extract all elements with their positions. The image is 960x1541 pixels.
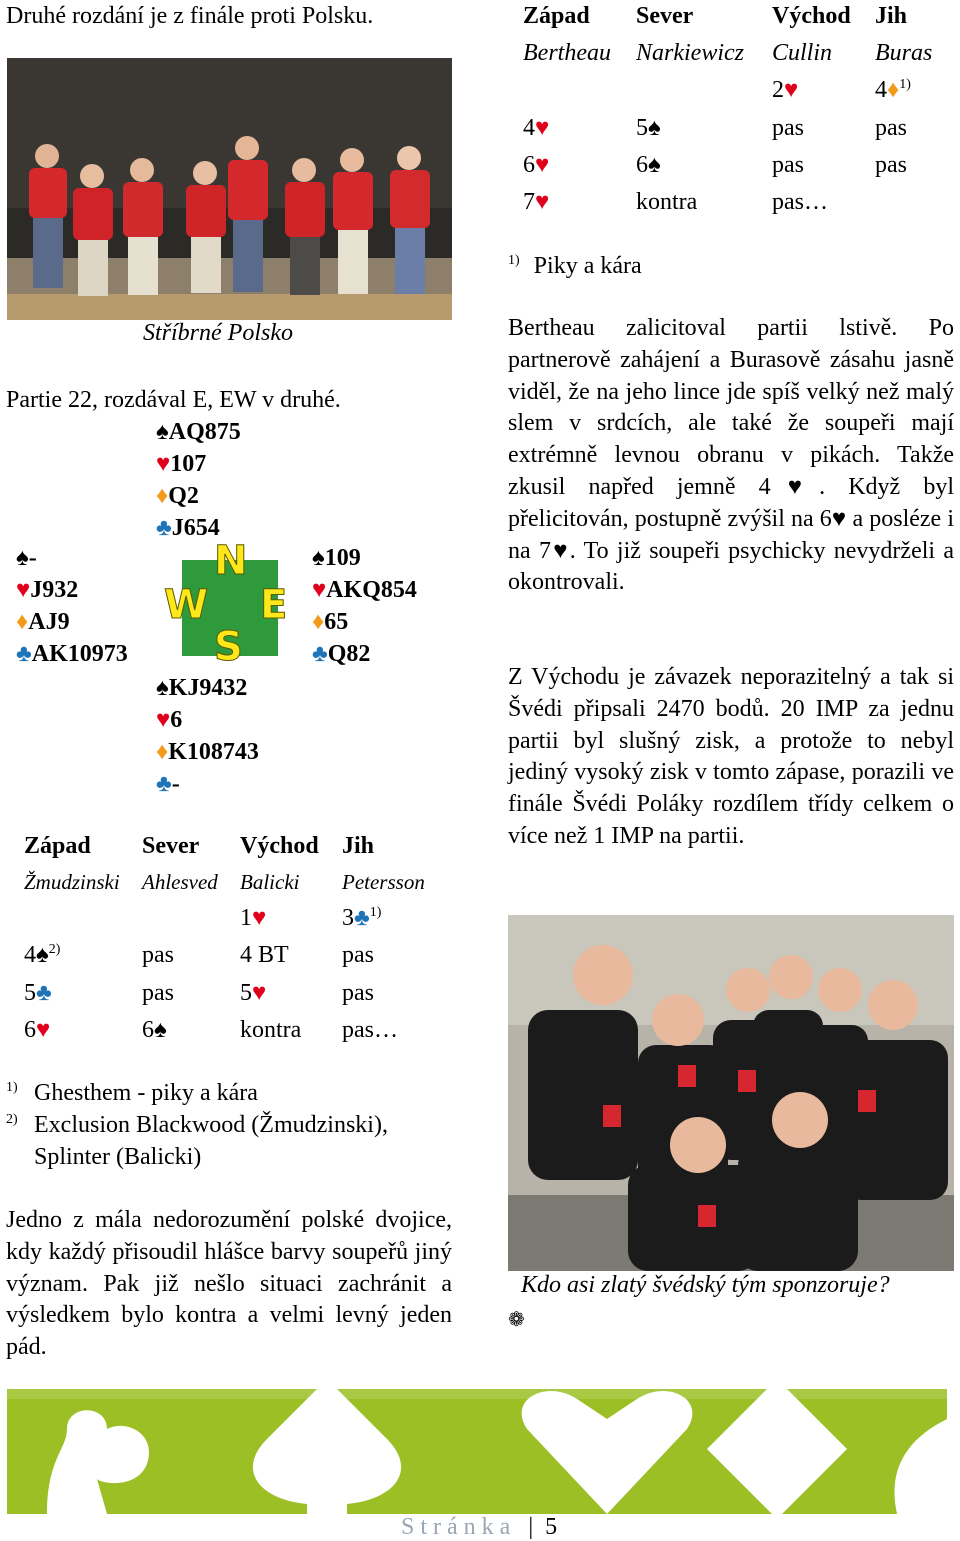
footnote-text: Piky a kára	[533, 253, 642, 279]
right-auction-row-1	[0, 74, 960, 108]
spade-icon: ♠	[16, 545, 29, 571]
left-paragraph: Jedno z mála nedorozumění polské dvojice, kdy každý přisoudil hlášce barvy soupeřů jiný význam. Pak již nešlo situaci zachránit a výsledkem bylo kontra a velmi levný jeden pád.	[6, 1207, 452, 1361]
club-icon: ♣	[156, 515, 172, 541]
south-hand	[156, 672, 259, 800]
right-auction-row-2	[0, 112, 960, 146]
north-clubs: ♣J654	[156, 515, 220, 541]
left-auction-headers	[0, 830, 480, 864]
compass-graphic	[164, 538, 292, 670]
bid: pas	[142, 980, 174, 1006]
diamond-icon: ♦	[156, 739, 169, 765]
left-footnote-2	[6, 1109, 456, 1170]
east-hearts: ♥AKQ854	[312, 577, 417, 603]
header-sever: Sever	[636, 3, 694, 29]
west-hand	[16, 542, 128, 670]
bid: kontra	[240, 1017, 302, 1043]
compass-e: E	[260, 582, 288, 628]
heart-icon: ♥	[312, 577, 327, 603]
north-hand	[156, 416, 241, 544]
left-auction-row-1	[0, 902, 480, 936]
header-vychod: Východ	[240, 833, 319, 859]
south-spades: ♠KJ9432	[156, 675, 248, 701]
club-icon: ♣	[156, 771, 172, 797]
bid: 6♥	[523, 152, 550, 178]
bid: 6♠	[142, 1017, 167, 1043]
left-auction-row-2	[0, 939, 480, 973]
player-west: Bertheau	[523, 40, 611, 66]
footer-banner	[7, 1389, 947, 1514]
west-hearts: ♥J932	[16, 577, 79, 603]
east-clubs: ♣Q82	[312, 641, 371, 667]
bid: kontra	[636, 189, 698, 215]
bid: 5♣	[24, 980, 52, 1006]
east-diamonds: ♦65	[312, 609, 349, 635]
east-spades: ♠109	[312, 545, 361, 571]
footnote-marker: 1)	[508, 253, 520, 268]
club-icon: ♣	[16, 641, 32, 667]
end-of-article-icon: ❁	[508, 1307, 525, 1331]
compass-s: S	[214, 624, 243, 670]
bid: 5♠	[636, 115, 661, 141]
south-clubs: ♣-	[156, 771, 180, 797]
right-paragraph-1-text: Bertheau zalicitoval partii lstivě. Po partnerově zahájení a Burasově zásahu jasně viděl, že na jeho lince jde spíš velký než malý slem v srdcích, ale také že soupeři mají extrémně levnou obranu v pikách. Takže zkusil napřed jemně 4♥. Když byl přelicitován, postupně zvýšil na 6♥ a posléze i na 7♥. To již soupeři psychicky nevydrželi a okontrovali.	[508, 315, 954, 596]
footnote-marker: 1)	[6, 1080, 18, 1095]
right-auction-footnote	[508, 250, 642, 282]
bid: 3♣$^{1)}$	[342, 905, 382, 931]
bid: pas…	[772, 189, 828, 215]
spade-icon: ♠	[156, 675, 169, 701]
compass-n: N	[214, 538, 248, 584]
left-auction-player-names	[0, 870, 480, 898]
header-sever: Sever	[142, 833, 200, 859]
west-spades: ♠-	[16, 545, 37, 571]
south-hearts: ♥6	[156, 707, 183, 733]
player-west: Žmudzinski	[24, 870, 120, 894]
bid: 4♥	[523, 115, 550, 141]
player-south: Petersson	[342, 870, 425, 894]
bid: pas	[342, 942, 374, 968]
team-photo-image	[508, 915, 954, 1271]
bid: 7♥	[523, 189, 550, 215]
player-north: Narkiewicz	[636, 40, 744, 66]
bid: pas	[772, 115, 804, 141]
header-jih: Jih	[875, 3, 908, 29]
north-diamonds: ♦Q2	[156, 483, 199, 509]
heart-icon: ♥	[156, 707, 171, 733]
north-spades: ♠AQ875	[156, 419, 241, 445]
spade-icon: ♠	[312, 545, 325, 571]
footnote-text: Exclusion Blackwood (Žmudzinski), Splinter (Balicki)	[34, 1112, 388, 1170]
player-north: Ahlesved	[142, 870, 218, 894]
bid: 2♥	[772, 77, 799, 103]
deal-intro: Partie 22, rozdával E, EW v druhé.	[6, 387, 341, 413]
header-zapad: Západ	[24, 833, 91, 859]
header-vychod: Východ	[772, 3, 851, 29]
photo-swedish-team	[508, 915, 954, 1271]
west-diamonds: ♦AJ9	[16, 609, 70, 635]
photo-caption-left: Stříbrné Polsko	[143, 320, 293, 346]
bid: 4♦$^{1)}$	[875, 77, 911, 103]
footnote-marker: 2)	[6, 1112, 18, 1127]
east-hand	[312, 542, 417, 670]
bid: 6♥	[24, 1017, 51, 1043]
right-auction-row-3	[0, 149, 960, 183]
player-east: Balicki	[240, 870, 300, 894]
west-clubs: ♣AK10973	[16, 641, 128, 667]
right-auction-row-4	[0, 186, 960, 220]
left-footnote-1	[6, 1077, 258, 1109]
photo-caption-right: Kdo asi zlatý švédský tým sponzoruje?	[521, 1272, 890, 1298]
bid: pas	[875, 115, 907, 141]
left-auction-row-4	[0, 1014, 480, 1048]
spade-icon: ♠	[156, 419, 169, 445]
bid: pas	[772, 152, 804, 178]
bid: 1♥	[240, 905, 267, 931]
page-number: 5	[545, 1514, 558, 1540]
right-auction-player-names	[0, 37, 960, 71]
right-paragraph-2: Z Východu je závazek neporazitelný a tak si Švédi připsali 2470 bodů. 20 IMP za jednu partii byl slušný zisk, a protože to nebyl jediný vysoký zisk v tomto zápase, porazili ve finále Švédi Poláky rozdílem třídy celkem o více než 1 IMP na partii.	[508, 664, 954, 849]
intro-line: Druhé rozdání je z finále proti Polsku.	[6, 3, 374, 29]
header-jih: Jih	[342, 833, 375, 859]
player-south: Buras	[875, 40, 933, 66]
left-auction-row-3	[0, 977, 480, 1011]
bid: pas…	[342, 1017, 398, 1043]
page-label: Stránka	[401, 1514, 517, 1540]
bid: 5♥	[240, 980, 267, 1006]
bid: 4 BT	[240, 942, 289, 968]
header-zapad: Západ	[523, 3, 590, 29]
north-hearts: ♥107	[156, 451, 207, 477]
footnote-text: Ghesthem - piky a kára	[34, 1080, 258, 1106]
heart-icon: ♥	[16, 577, 31, 603]
club-icon: ♣	[312, 641, 328, 667]
right-auction-headers	[0, 0, 960, 34]
south-diamonds: ♦K108743	[156, 739, 259, 765]
diamond-icon: ♦	[156, 483, 169, 509]
bid: 4♠$^{2)}$	[24, 942, 61, 968]
player-east: Cullin	[772, 40, 833, 66]
bid: pas	[875, 152, 907, 178]
diamond-icon: ♦	[16, 609, 29, 635]
bid: pas	[342, 980, 374, 1006]
right-paragraph-1	[508, 313, 954, 599]
page-separator: |	[528, 1514, 534, 1540]
bid: pas	[142, 942, 174, 968]
page-footer	[401, 1514, 557, 1541]
heart-icon: ♥	[156, 451, 171, 477]
compass-w: W	[164, 582, 209, 628]
bid: 6♠	[636, 152, 661, 178]
diamond-icon: ♦	[312, 609, 325, 635]
